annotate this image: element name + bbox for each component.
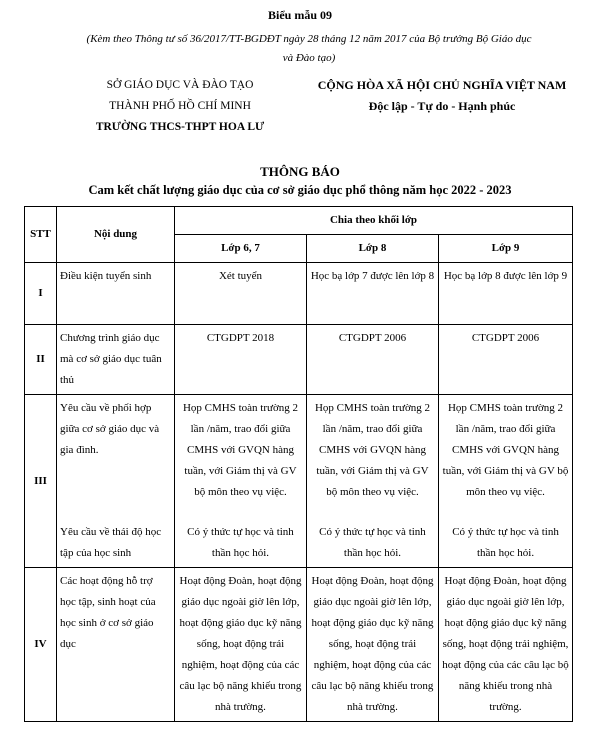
- row-grade-6-7: [175, 395, 307, 568]
- row-stt: I: [25, 263, 57, 325]
- coordination-text: Họp CMHS toàn trường 2 lần /năm, trao đổi giữa CMHS với GVQN hàng tuần, với Giám thị và GV bộ môn theo vụ việc.: [442, 402, 569, 498]
- col-group-header: Chia theo khối lớp: [175, 207, 573, 235]
- motto: Độc lập - Tự do - Hạnh phúc: [368, 99, 516, 113]
- row-grade-9: Học bạ lớp 8 được lên lớp 9: [439, 263, 573, 325]
- table-row: [25, 325, 573, 395]
- row-grade-9: Hoạt động Đoàn, hoạt động giáo dục ngoài giờ lên lớp, hoạt động giáo dục kỹ năng sống, hoạt động trải nghiệm, hoạt động của các câu lạc bộ năng khiếu trong nhà trường.: [439, 568, 573, 722]
- content-attitude: Yêu cầu về thái độ học tập của học sinh: [60, 526, 162, 559]
- col-stt-header: STT: [25, 207, 57, 263]
- row-content: Điều kiện tuyển sinh: [57, 263, 175, 325]
- country-name: CỘNG HÒA XÃ HỘI CHỦ NGHĨA VIỆT NAM: [317, 78, 567, 92]
- row-stt: II: [25, 325, 57, 395]
- col-grade-6-7: Lớp 6, 7: [175, 235, 307, 263]
- attitude-text: Có ý thức tự học và tinh thần học hỏi.: [452, 526, 559, 559]
- notice-subtitle: Cam kết chất lượng giáo dục của cơ sở giáo dục phổ thông năm học 2022 - 2023: [88, 183, 512, 197]
- attitude-text: Có ý thức tự học và tinh thần học hỏi.: [319, 526, 426, 559]
- form-note: (Kèm theo Thông tư số 36/2017/TT-BGDĐT ngày 28 tháng 12 năm 2017 của Bộ trưởng Bộ Giáo dục và Đào tạo): [86, 33, 532, 64]
- form-title: Biểu mẫu 09: [267, 8, 332, 22]
- row-content: Các hoạt động hỗ trợ học tập, sinh hoạt của học sinh ở cơ sở giáo dục: [57, 568, 175, 722]
- table-header-row: [25, 207, 573, 235]
- row-grade-8: CTGDPT 2006: [307, 325, 439, 395]
- agency-line-2: THÀNH PHỐ HỒ CHÍ MINH: [109, 100, 251, 112]
- row-grade-9: [439, 395, 573, 568]
- coordination-text: Họp CMHS toàn trường 2 lần /năm, trao đổi giữa CMHS với GVQN hàng tuần, với Giám thị và GV bộ môn theo vụ việc.: [182, 402, 299, 498]
- row-content: Chương trình giáo dục mà cơ sở giáo dục tuân thủ: [57, 325, 175, 395]
- table-row: [25, 568, 573, 722]
- issuing-agency: [60, 75, 300, 138]
- table-row: [25, 395, 573, 568]
- agency-line-1: SỞ GIÁO DỤC VÀ ĐÀO TẠO: [106, 79, 254, 91]
- national-heading: [290, 75, 594, 117]
- school-name: TRƯỜNG THCS-THPT HOA LƯ: [95, 121, 265, 133]
- commitment-table: [24, 206, 573, 722]
- col-grade-9: Lớp 9: [439, 235, 573, 263]
- attitude-text: Có ý thức tự học và tinh thần học hỏi.: [187, 526, 294, 559]
- row-grade-6-7: Xét tuyển: [175, 263, 307, 325]
- coordination-text: Họp CMHS toàn trường 2 lần /năm, trao đổi giữa CMHS với GVQN hàng tuần, với Giám thị và GV bộ môn theo vụ việc.: [314, 402, 431, 498]
- row-stt: III: [25, 395, 57, 568]
- table-row: [25, 263, 573, 325]
- row-grade-6-7: CTGDPT 2018: [175, 325, 307, 395]
- row-grade-6-7: Hoạt động Đoàn, hoạt động giáo dục ngoài giờ lên lớp, hoạt động giáo dục kỹ năng sống, hoạt động trải nghiệm, hoạt động của các câu lạc bộ năng khiếu trong nhà trường.: [175, 568, 307, 722]
- content-coordination: Yêu cầu về phối hợp giữa cơ sở giáo dục và gia đình.: [60, 402, 160, 456]
- col-content-header: Nội dung: [57, 207, 175, 263]
- col-grade-8: Lớp 8: [307, 235, 439, 263]
- row-grade-8: Học bạ lớp 7 được lên lớp 8: [307, 263, 439, 325]
- row-content: [57, 395, 175, 568]
- row-grade-8: [307, 395, 439, 568]
- row-grade-9: CTGDPT 2006: [439, 325, 573, 395]
- row-stt: IV: [25, 568, 57, 722]
- row-grade-8: Hoạt động Đoàn, hoạt động giáo dục ngoài giờ lên lớp, hoạt động giáo dục kỹ năng sống, hoạt động trải nghiệm, hoạt động của các câu lạc bộ năng khiếu trong nhà trường.: [307, 568, 439, 722]
- notice-title: THÔNG BÁO: [260, 164, 340, 179]
